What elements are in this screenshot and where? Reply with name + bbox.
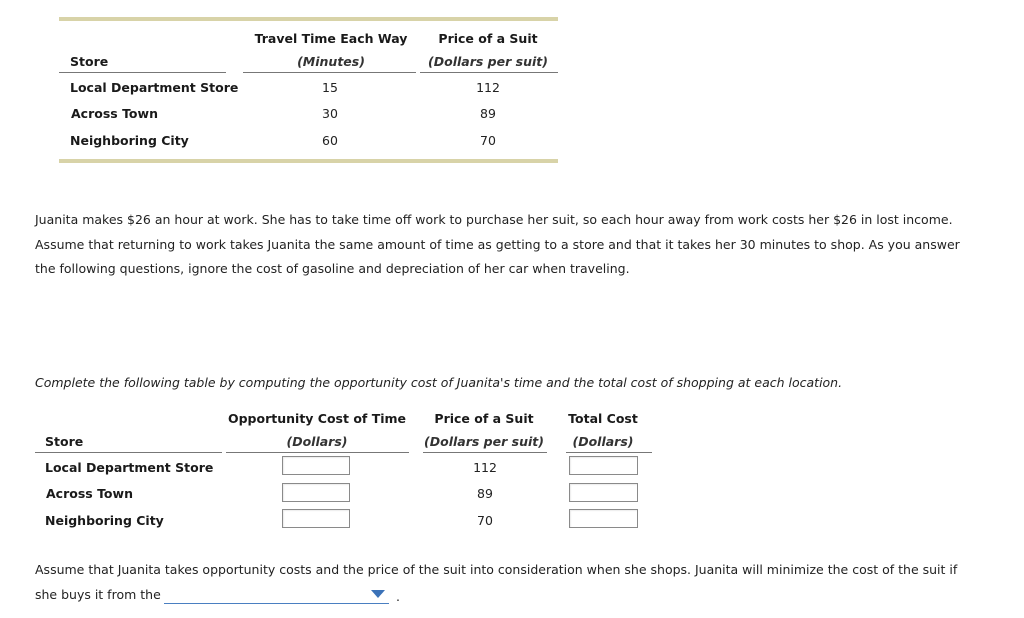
table1-price: 70 — [480, 133, 496, 148]
table2-header-underline-store — [35, 452, 222, 453]
total-cost-input[interactable] — [569, 509, 638, 528]
table2-instruction: Complete the following table by computing the opportunity cost of Juanita's time and the total cost of shopping at each location. — [35, 375, 843, 390]
table1-store-name: Across Town — [71, 106, 158, 121]
table1-price: 89 — [480, 106, 496, 121]
table2-header-underline-opp — [226, 452, 409, 453]
table1-header-store: Store — [70, 54, 109, 69]
table1-store-name: Local Department Store — [70, 80, 239, 95]
table1-travel-time: 30 — [322, 106, 338, 121]
table1-bottom-rule — [59, 159, 558, 163]
total-cost-input[interactable] — [569, 483, 638, 502]
total-cost-input[interactable] — [569, 456, 638, 475]
table2-store-name: Neighboring City — [45, 513, 164, 528]
paragraph-line-1: Juanita makes $26 an hour at work. She has to take time off work to purchase her suit, so each hour away from work costs her $26 in lost income. — [35, 212, 953, 227]
table2-price: 112 — [473, 460, 497, 475]
table1-header-underline-store — [59, 72, 226, 73]
table1-header-underline-time — [243, 72, 416, 73]
final-question-line-1: Assume that Juanita takes opportunity costs and the price of the suit into consideration when she shops. Juanita will minimize the cost of the suit if — [35, 562, 958, 577]
table1-header-underline-price — [420, 72, 558, 73]
table2-header-price-unit: (Dollars per suit) — [424, 434, 544, 449]
table2-header-opp-cost-unit: (Dollars) — [286, 434, 348, 449]
store-dropdown-underline — [164, 603, 389, 604]
table1-top-rule — [59, 17, 558, 21]
table1-price: 112 — [476, 80, 500, 95]
table2-price: 89 — [477, 486, 493, 501]
table1-header-price-unit: (Dollars per suit) — [428, 54, 548, 69]
table2-header-store: Store — [45, 434, 84, 449]
table2-header-price: Price of a Suit — [434, 411, 534, 426]
opportunity-cost-input[interactable] — [282, 483, 350, 502]
table2-header-total-unit: (Dollars) — [572, 434, 634, 449]
opportunity-cost-input[interactable] — [282, 509, 350, 528]
table2-store-name: Across Town — [46, 486, 133, 501]
dropdown-arrow-icon[interactable] — [371, 590, 385, 598]
table1-header-travel-time-unit: (Minutes) — [297, 54, 365, 69]
paragraph-line-3: the following questions, ignore the cost of gasoline and depreciation of her car when traveling. — [35, 261, 630, 276]
final-question-period: . — [396, 589, 400, 604]
problem-paragraph — [35, 208, 995, 282]
table2-header-opp-cost: Opportunity Cost of Time — [227, 411, 407, 426]
table1-header-price: Price of a Suit — [438, 31, 538, 46]
table1-travel-time: 60 — [322, 133, 338, 148]
table2-header-total: Total Cost — [568, 411, 638, 426]
paragraph-line-2: Assume that returning to work takes Juanita the same amount of time as getting to a store and that it takes her 30 minutes to shop. As you answer — [35, 236, 960, 252]
table2-store-name: Local Department Store — [45, 460, 214, 475]
opportunity-cost-input[interactable] — [282, 456, 350, 475]
final-question-prefix: she buys it from the — [35, 586, 161, 602]
table1-header-travel-time: Travel Time Each Way — [254, 31, 408, 46]
table1-travel-time: 15 — [322, 80, 338, 95]
table2-header-underline-total — [566, 452, 652, 453]
table2-header-underline-price — [423, 452, 547, 453]
table1-store-name: Neighboring City — [70, 133, 189, 148]
table2-price: 70 — [477, 513, 493, 528]
store-dropdown[interactable] — [164, 586, 389, 604]
